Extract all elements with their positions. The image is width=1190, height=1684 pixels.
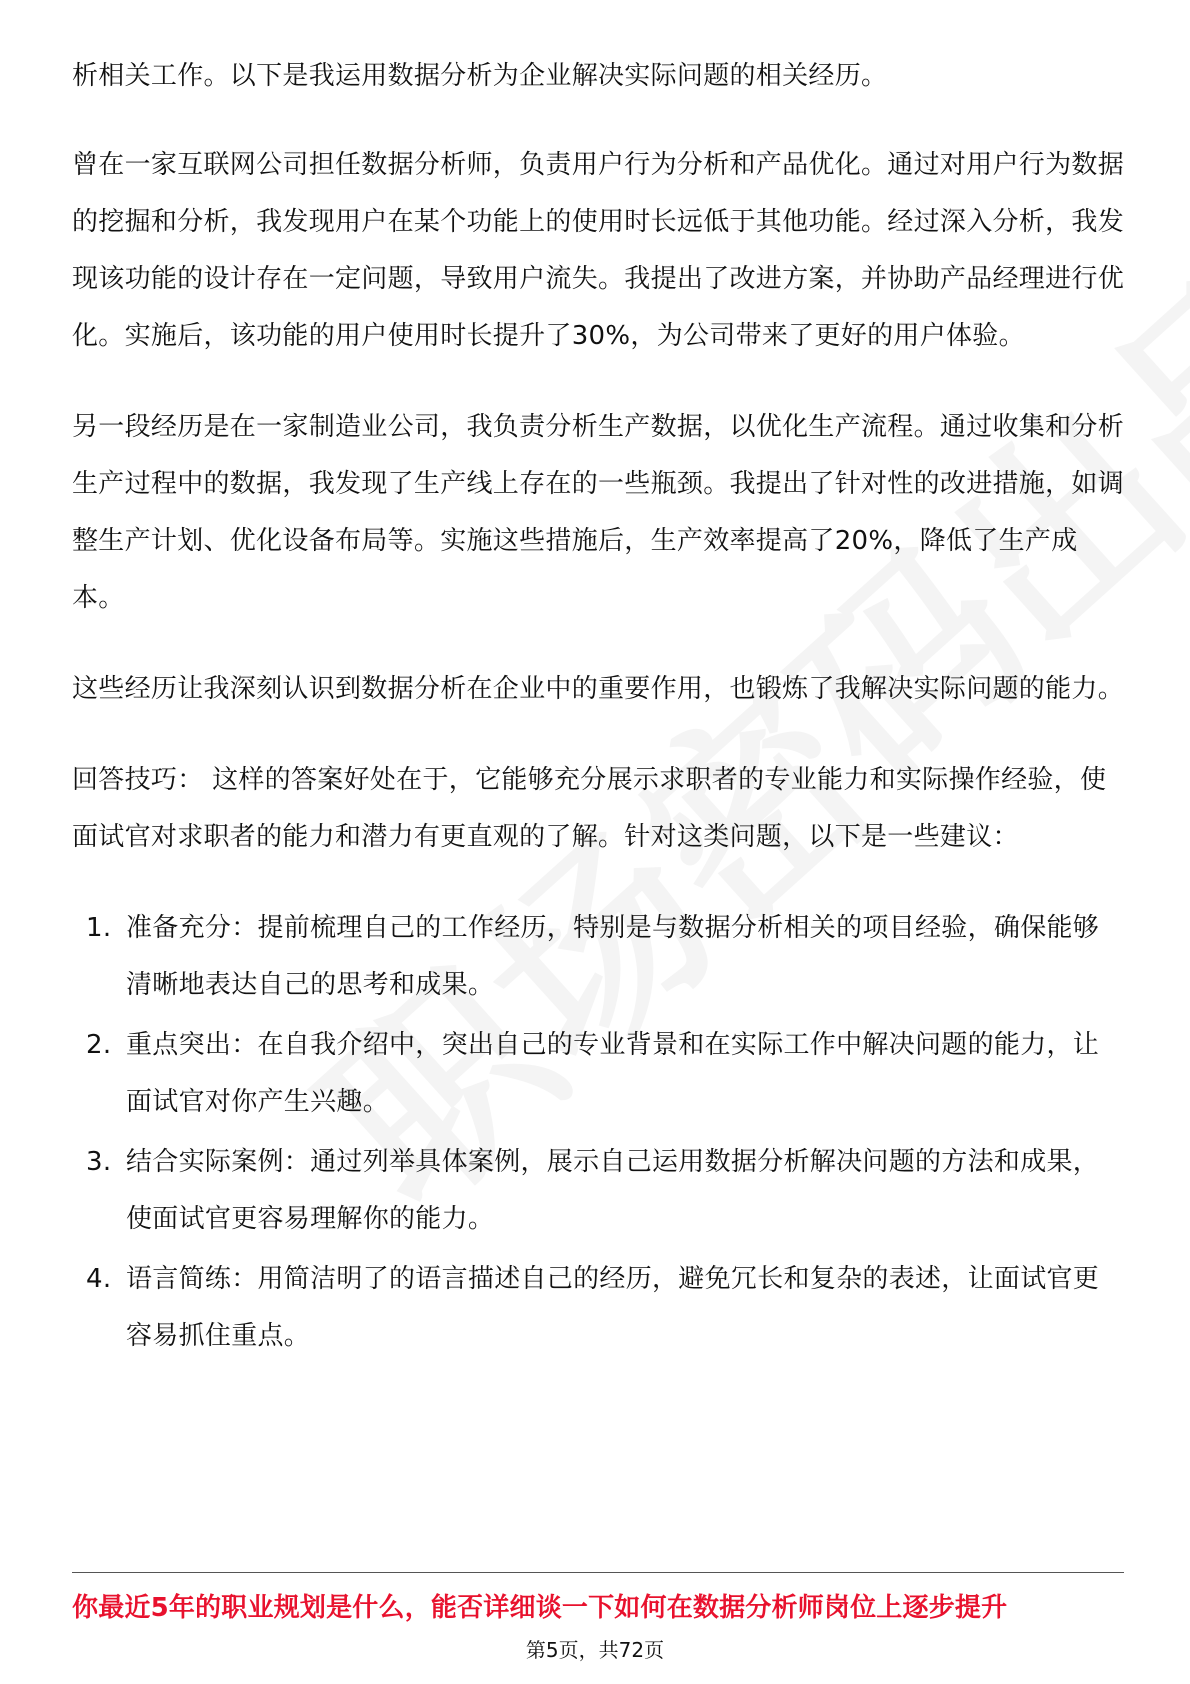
list-number: 1. <box>86 913 112 943</box>
list-item-text: 重点突出：在自我介绍中，突出自己的专业背景和在实际工作中解决问题的能力，让面试官对你产生兴趣。 <box>126 1030 1100 1117</box>
list-number: 4. <box>86 1264 112 1294</box>
list-number: 3. <box>86 1147 112 1177</box>
paragraph-summary: 这些经历让我深刻认识到数据分析在企业中的重要作用，也锻炼了我解决实际问题的能力。 <box>72 674 1125 704</box>
footer-divider <box>72 1572 1124 1573</box>
list-item <box>72 1134 1124 1248</box>
list-item <box>72 1251 1124 1365</box>
list-item-text: 结合实际案例：通过列举具体案例，展示自己运用数据分析解决问题的方法和成果，使面试官更容易理解你的能力。 <box>126 1147 1100 1234</box>
list-number: 2. <box>86 1030 112 1060</box>
paragraph-answer-tips: 回答技巧： 这样的答案好处在于，它能够充分展示求职者的专业能力和实际操作经验，使面试官对求职者的能力和潜力有更直观的了解。针对这类问题，以下是一些建议： <box>72 765 1107 852</box>
next-question-heading: 你最近5年的职业规划是什么，能否详细谈一下如何在数据分析师岗位上逐步提升 <box>72 1593 1008 1623</box>
page-number: 第5页，共72页 <box>525 1638 665 1662</box>
list-item <box>72 900 1124 1014</box>
list-item-text: 语言简练：用简洁明了的语言描述自己的经历，避免冗长和复杂的表述，让面试官更容易抓住重点。 <box>126 1264 1100 1351</box>
paragraph-intro: 析相关工作。以下是我运用数据分析为企业解决实际问题的相关经历。 <box>72 61 888 91</box>
paragraph-internet-experience: 曾在一家互联网公司担任数据分析师，负责用户行为分析和产品优化。通过对用户行为数据的挖掘和分析，我发现用户在某个功能上的使用时长远低于其他功能。经过深入分析，我发现该功能的设计存在一定问题，导致用户流失。我提出了改进方案，并协助产品经理进行优化。实施后，该功能的用户使用时长提升了30%，为公司带来了更好的用户体验。 <box>72 150 1125 351</box>
paragraph-manufacturing-experience: 另一段经历是在一家制造业公司，我负责分析生产数据，以优化生产流程。通过收集和分析生产过程中的数据，我发现了生产线上存在的一些瓶颈。我提出了针对性的改进措施，如调整生产计划、优化设备布局等。实施这些措施后，生产效率提高了20%，降低了生产成本。 <box>72 412 1125 613</box>
list-item <box>72 1017 1124 1131</box>
list-item-text: 准备充分：提前梳理自己的工作经历，特别是与数据分析相关的项目经验，确保能够清晰地表达自己的思考和成果。 <box>126 913 1100 1000</box>
page-content <box>72 48 1124 1368</box>
tips-list <box>72 900 1124 1365</box>
